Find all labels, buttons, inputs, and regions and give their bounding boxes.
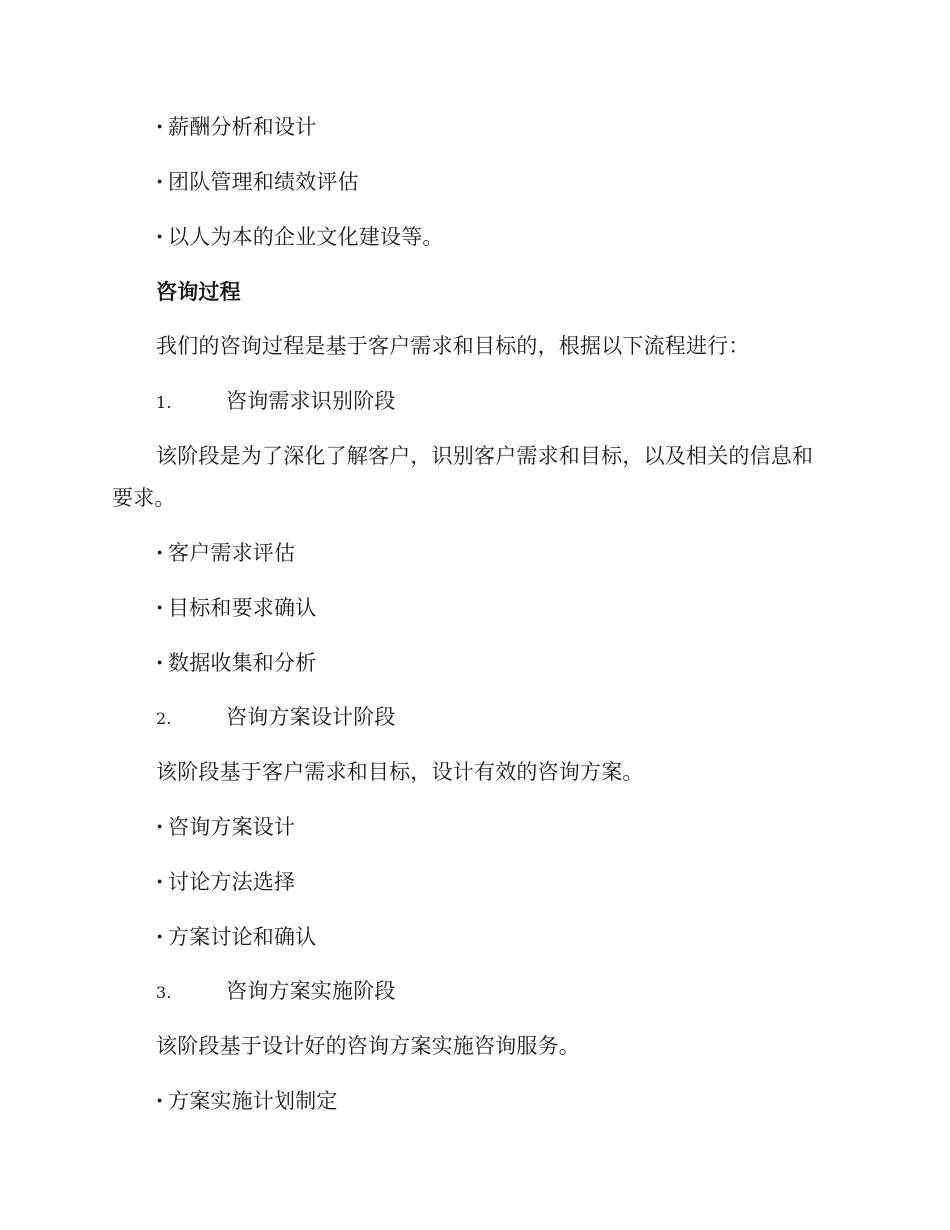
bullet-text: 咨询方案设计 [168, 815, 296, 839]
bullet-marker: · [156, 114, 164, 139]
bullet-item [0, 813, 950, 841]
stage-title: 咨询需求识别阶段 [226, 389, 396, 413]
bullet-text: 薪酬分析和设计 [168, 115, 317, 139]
bullet-text: 客户需求评估 [168, 541, 296, 565]
stage-description-continued: 要求。 [112, 486, 176, 510]
bullet-item [0, 923, 950, 951]
section-heading: 咨询过程 [156, 280, 241, 304]
bullet-text: 讨论方法选择 [168, 870, 296, 894]
intro-paragraph: 我们的咨询过程是基于客户需求和目标的，根据以下流程进行： [156, 334, 750, 358]
bullet-text: 团队管理和绩效评估 [168, 170, 359, 194]
bullet-item [0, 168, 950, 196]
bullet-item [0, 539, 950, 567]
bullet-text: 方案实施计划制定 [168, 1089, 338, 1113]
bullet-marker: · [156, 169, 164, 194]
bullet-item [0, 649, 950, 677]
stage-title: 咨询方案设计阶段 [226, 705, 396, 729]
bullet-marker: · [156, 814, 164, 839]
stage-description: 该阶段是为了深化了解客户，识别客户需求和目标，以及相关的信息和 [156, 444, 814, 468]
stage-number: 1. [156, 393, 172, 412]
bullet-item [0, 1087, 950, 1115]
bullet-marker: · [156, 869, 164, 894]
bullet-text: 以人为本的企业文化建设等。 [168, 225, 444, 249]
stage-description: 该阶段基于客户需求和目标，设计有效的咨询方案。 [156, 760, 644, 784]
stage-description: 该阶段基于设计好的咨询方案实施咨询服务。 [156, 1034, 580, 1058]
bullet-marker: · [156, 924, 164, 949]
stage-heading [0, 703, 950, 733]
bullet-item [0, 113, 950, 141]
bullet-item [0, 594, 950, 622]
stage-number: 2. [156, 709, 172, 728]
bullet-marker: · [156, 1088, 164, 1113]
bullet-item [0, 223, 950, 251]
stage-heading [0, 977, 950, 1007]
bullet-marker: · [156, 540, 164, 565]
stage-heading [0, 387, 950, 417]
bullet-marker: · [156, 650, 164, 675]
bullet-marker: · [156, 595, 164, 620]
bullet-text: 方案讨论和确认 [168, 925, 317, 949]
stage-title: 咨询方案实施阶段 [226, 979, 396, 1003]
bullet-marker: · [156, 224, 164, 249]
stage-number: 3. [156, 983, 172, 1002]
bullet-text: 数据收集和分析 [168, 651, 317, 675]
bullet-text: 目标和要求确认 [168, 596, 317, 620]
bullet-item [0, 868, 950, 896]
